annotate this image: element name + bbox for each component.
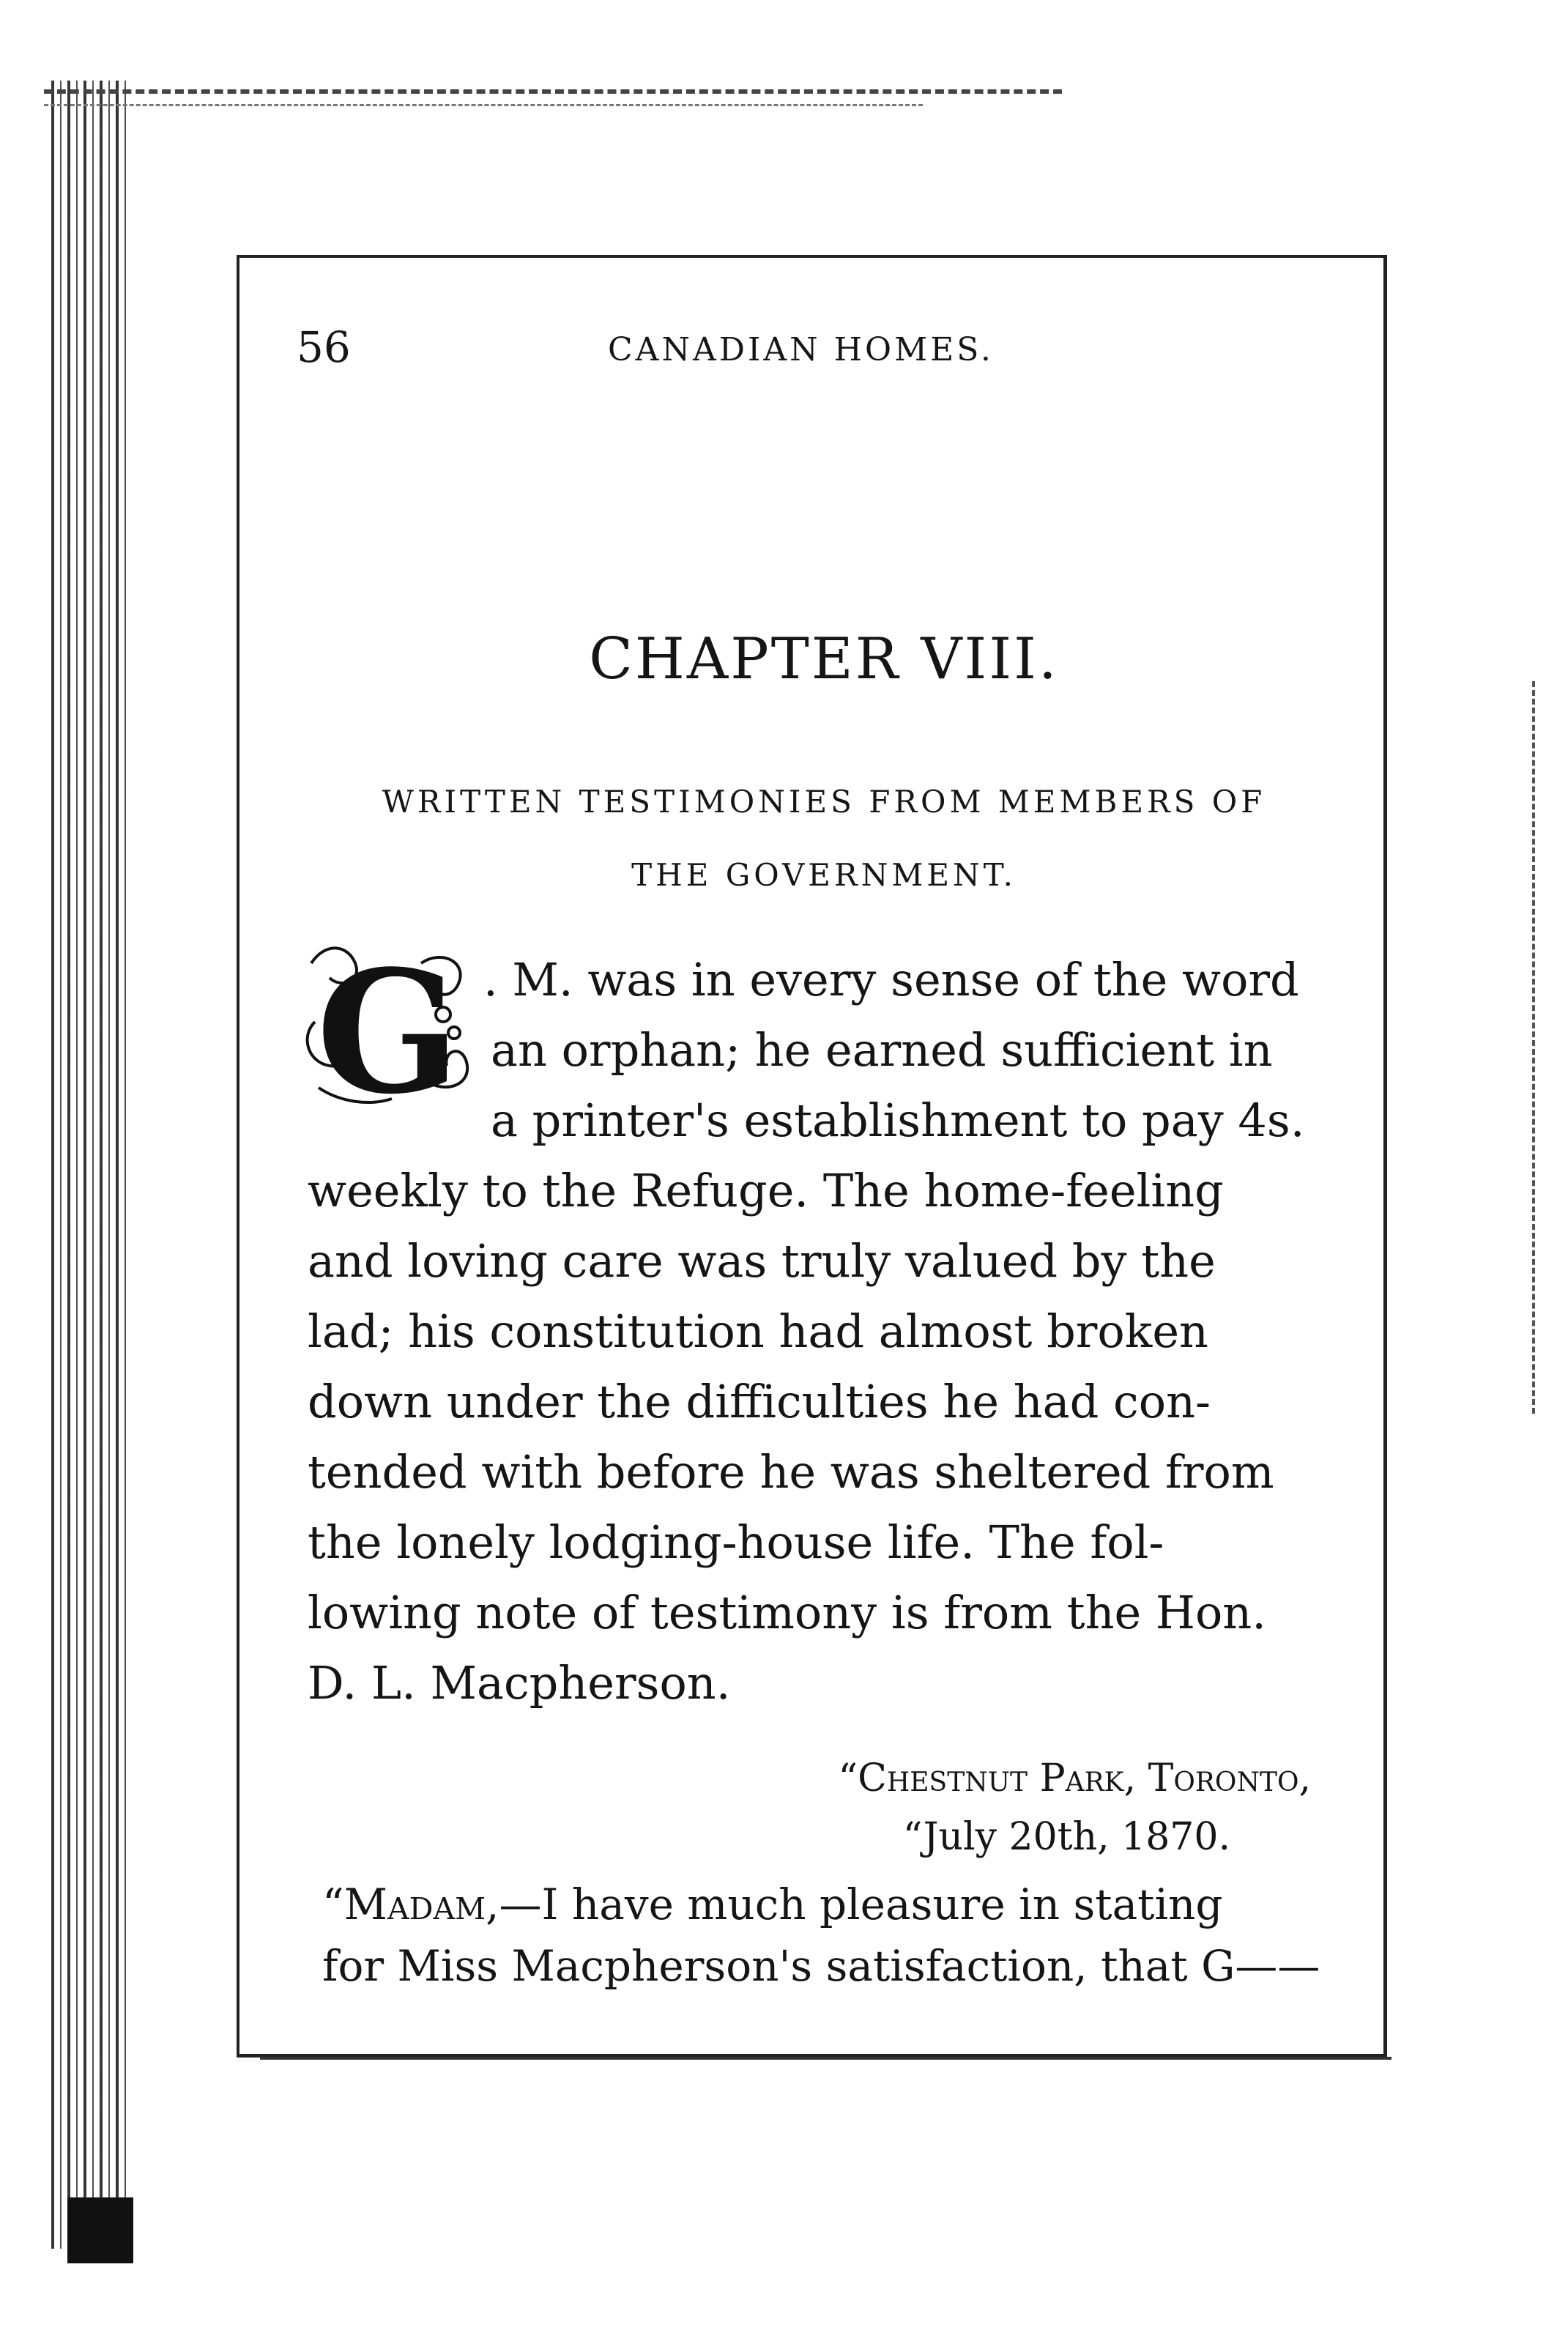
chapter-title: CHAPTER VIII.	[589, 626, 1059, 692]
body-line: a printer's establishment to pay 4s.	[491, 1094, 1305, 1147]
letter-date: “July 20th, 1870.	[902, 1815, 1230, 1859]
page-header	[297, 322, 1351, 381]
body-line: tended with before he was sheltered from	[308, 1445, 1274, 1499]
letter-body	[322, 1874, 1362, 1997]
letter-address: “Chestnut Park, Toronto,	[838, 1756, 1311, 1800]
page-number: 56	[297, 322, 351, 372]
chapter-subtitle-line: THE GOVERNMENT.	[631, 857, 1017, 893]
drop-cap-letter: G	[316, 934, 461, 1117]
body-line: the lonely lodging-house life. The fol-	[308, 1515, 1164, 1569]
letter-line-rest: —I have much pleasure in stating	[499, 1880, 1223, 1929]
body-line: lad; his constitution had almost broken	[308, 1305, 1208, 1358]
body-line: down under the difficulties he had con-	[308, 1375, 1211, 1428]
chapter-subtitle	[297, 765, 1351, 912]
chapter-subtitle-line: WRITTEN TESTIMONIES FROM MEMBERS OF	[382, 784, 1266, 820]
page-frame-shadow	[260, 2057, 1391, 2060]
ornamental-drop-cap	[297, 934, 480, 1117]
body-line: . M. was in every sense of the word	[483, 953, 1299, 1006]
letter-salutation: “Madam,	[322, 1880, 499, 1929]
body-line: an orphan; he earned sufficient in	[491, 1023, 1273, 1077]
body-line: D. L. Macpherson.	[308, 1656, 731, 1710]
book-spine-shadow	[51, 81, 132, 2249]
body-line: and loving care was truly valued by the	[308, 1234, 1216, 1288]
spine-foot-mark	[67, 2197, 133, 2263]
top-scan-rule	[44, 89, 1062, 94]
right-page-edge	[1532, 681, 1535, 1414]
letter-line	[322, 1874, 1362, 1935]
body-line: weekly to the Refuge. The home-feeling	[308, 1164, 1224, 1217]
body-line: lowing note of testimony is from the Hon.	[308, 1586, 1266, 1639]
letter-line: for Miss Macpherson's satisfaction, that G——	[322, 1941, 1320, 1991]
running-title: CANADIAN HOMES.	[608, 331, 994, 368]
top-scan-rule-secondary	[44, 104, 923, 106]
